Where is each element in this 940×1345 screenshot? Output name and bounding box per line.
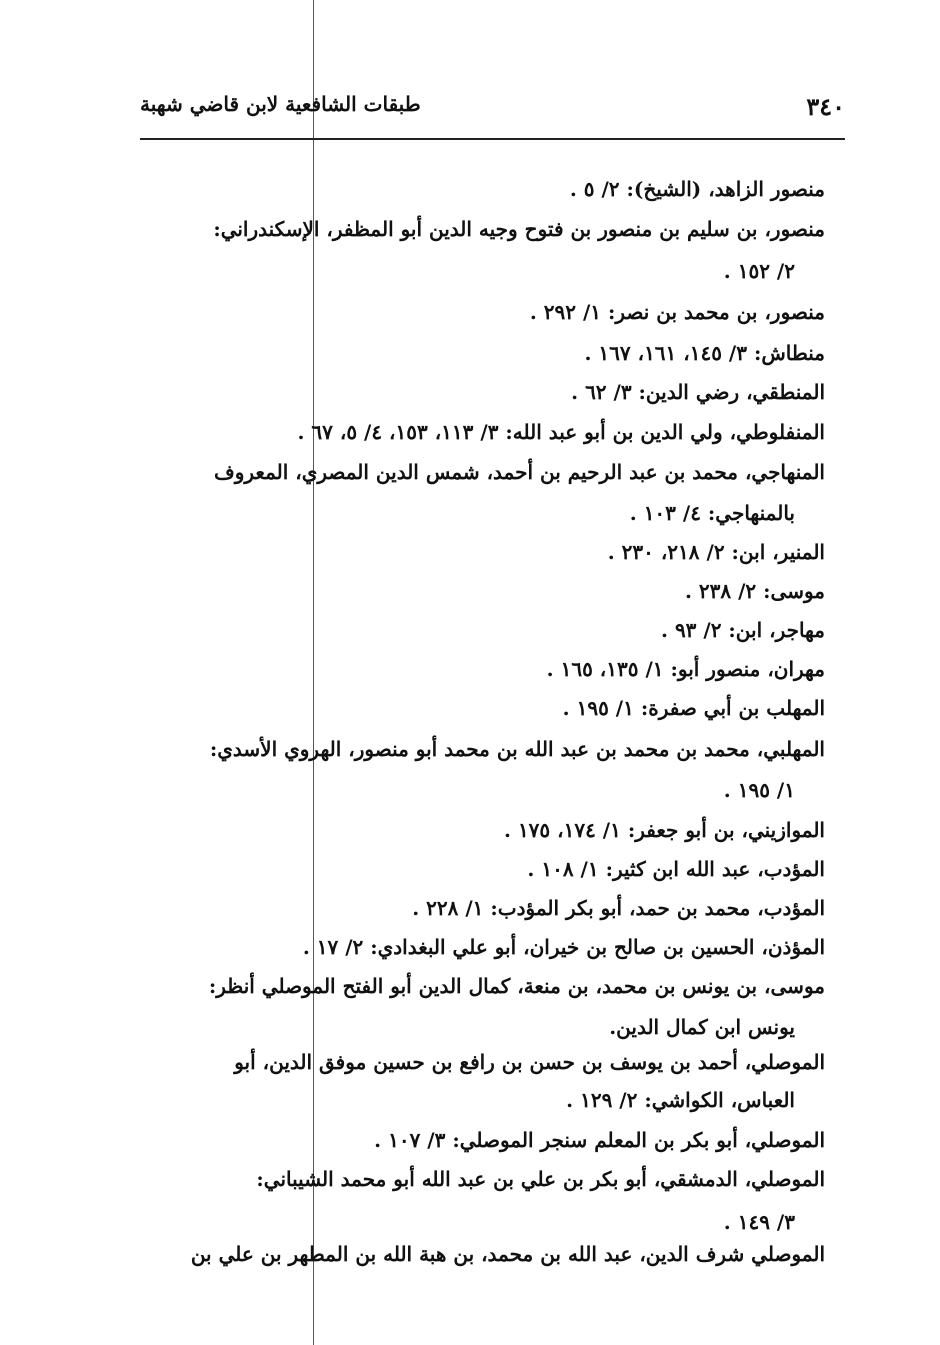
index-entry: ٣/ ١٤٩ . <box>723 1210 795 1234</box>
page-number: ٣٤٠ <box>806 92 845 121</box>
index-entry: مهاجر، ابن: ٢/ ٩٣ . <box>661 618 825 642</box>
index-entry: يونس ابن كمال الدين. <box>609 1015 795 1039</box>
index-entry: الموصلي، أحمد بن يوسف بن حسن بن رافع بن حسين موفق الدين، أبو <box>234 1050 825 1074</box>
index-entry: موسى: ٢/ ٢٣٨ . <box>684 579 825 603</box>
index-entry: المنطقي، رضي الدين: ٣/ ٦٢ . <box>571 380 825 404</box>
index-entry: المهلب بن أبي صفرة: ١/ ١٩٥ . <box>562 696 825 720</box>
index-entry: منصور الزاهد، (الشيخ): ٢/ ٥ . <box>569 177 825 201</box>
index-entry: المؤذن، الحسين بن صالح بن خيران، أبو علي البغدادي: ٢/ ١٧ . <box>302 935 825 959</box>
index-entry: الموصلي، أبو بكر بن المعلم سنجر الموصلي: ٣/ ١٠٧ . <box>374 1128 825 1152</box>
index-entry: موسى، بن يونس بن محمد، بن منعة، كمال الدين أبو الفتح الموصلي أنظر: <box>208 974 825 998</box>
index-entry: المؤدب، محمد بن حمد، أبو بكر المؤدب: ١/ ٢٢٨ . <box>412 896 825 920</box>
index-entry: الموازيني، بن أبو جعفر: ١/ ١٧٤، ١٧٥ . <box>504 818 825 842</box>
index-entry: ٢/ ١٥٢ . <box>723 259 795 283</box>
index-entry: منصور، بن محمد بن نصر: ١/ ٢٩٢ . <box>529 300 825 324</box>
index-entry: ١/ ١٩٥ . <box>723 778 795 802</box>
running-title: طبقات الشافعية لابن قاضي شهبة <box>140 92 421 116</box>
index-entry: العباس، الكواشي: ٢/ ١٢٩ . <box>566 1088 795 1112</box>
index-entry: المنير، ابن: ٢/ ٢١٨، ٢٣٠ . <box>607 540 825 564</box>
index-entry: منطاش: ٣/ ١٤٥، ١٦١، ١٦٧ . <box>584 341 825 365</box>
index-entry: المؤدب، عبد الله ابن كثير: ١/ ١٠٨ . <box>527 857 825 881</box>
index-entry: المنفلوطي، ولي الدين بن أبو عبد الله: ٣/ ١١٣، ١٥٣، ٤/ ٥، ٦٧ . <box>297 420 825 444</box>
index-entry: المهلبي، محمد بن محمد بن عبد الله بن محمد أبو منصور، الهروي الأسدي: <box>209 737 825 761</box>
page-fold-line <box>313 0 314 1345</box>
index-entry: مهران، منصور أبو: ١/ ١٣٥، ١٦٥ . <box>546 657 825 681</box>
index-entry: الموصلي شرف الدين، عبد الله بن محمد، بن هبة الله بن المطهر بن علي بن <box>190 1242 825 1266</box>
index-entry: الموصلي، الدمشقي، أبو بكر بن علي بن عبد الله أبو محمد الشيباني: <box>256 1167 825 1191</box>
index-entry: منصور، بن سليم بن منصور بن فتوح وجيه الدين أبو المظفر، الإسكندراني: <box>213 217 825 241</box>
index-entry: المنهاجي، محمد بن عبد الرحيم بن أحمد، شمس الدين المصري، المعروف <box>214 460 825 484</box>
header-rule <box>140 138 845 140</box>
index-entry: بالمنهاجي: ٤/ ١٠٣ . <box>629 501 795 525</box>
